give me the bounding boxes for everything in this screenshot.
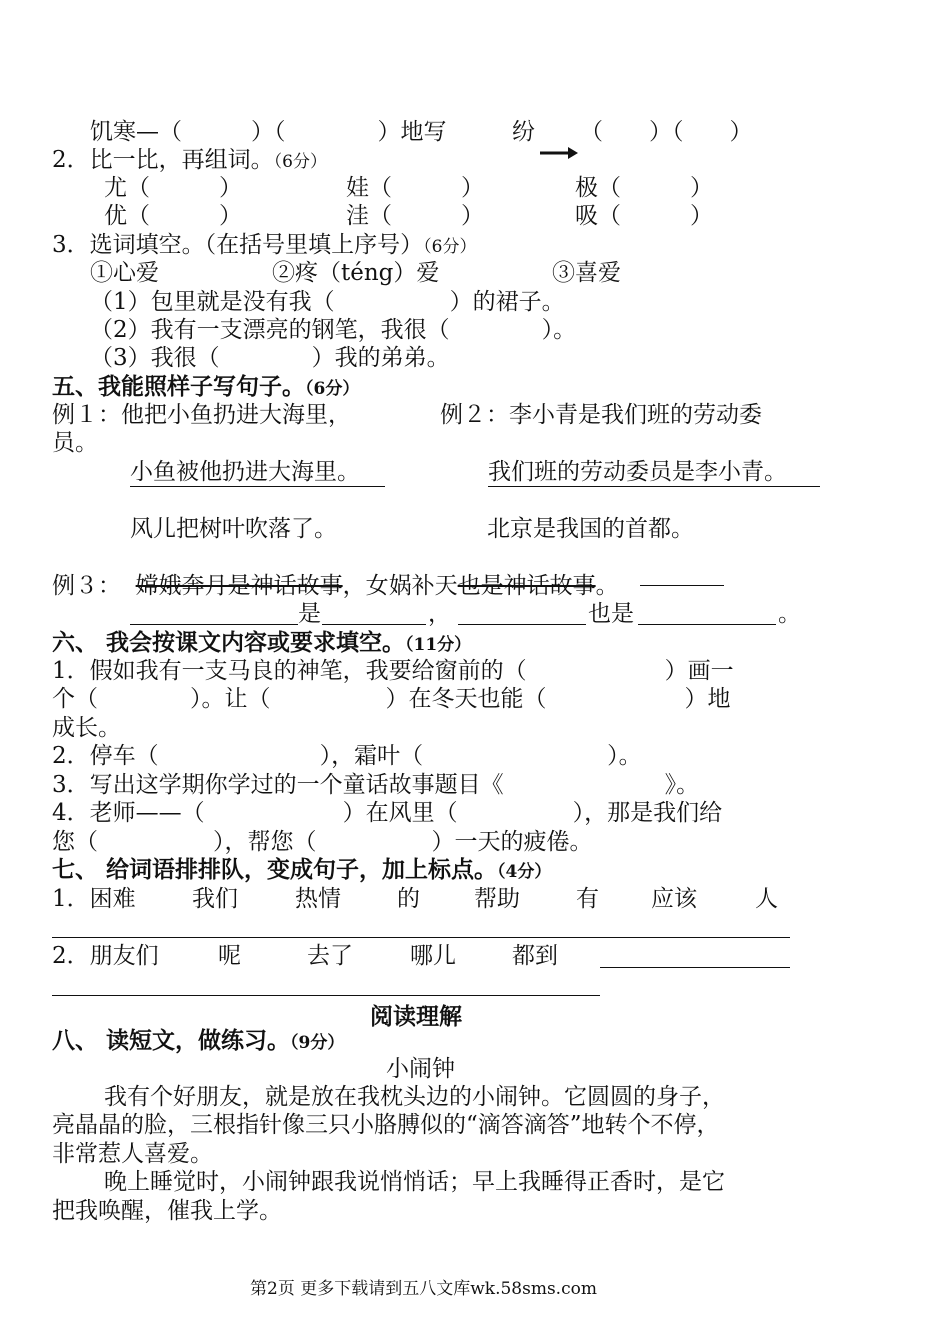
s5-fill-also: 也是 — [588, 601, 634, 627]
s7-q2-w3: 去了 — [307, 943, 353, 969]
s6-line-2: 个（ ）。让（ ）在冬天也能（ ）地 — [52, 686, 731, 712]
reading-heading: 阅读理解 — [370, 1003, 462, 1030]
s6-line-3: 成长。 — [52, 715, 121, 741]
s5-answer2: 我们班的劳动委员是李小青。 — [488, 459, 787, 485]
story-line-3: 非常惹人喜爱。 — [52, 1141, 213, 1167]
s5-example1: 例１：他把小鱼扔进大海里， — [52, 402, 351, 428]
q2-r1-c1: 尤（ ） — [104, 175, 242, 201]
s5-answer2-underline — [488, 486, 820, 487]
s7-q1-w2: 我们 — [192, 886, 238, 912]
section7-title: 七、 给词语排排队，变成句子，加上标点。（4分） — [52, 856, 552, 883]
story-line-4: 晚上睡觉时，小闹钟跟我说悄悄话；早上我睡得正香时，是它 — [104, 1169, 725, 1195]
s5-example2-cont: 员。 — [52, 430, 98, 456]
s5-fill-blank-2[interactable] — [322, 624, 426, 625]
page-footer: 第2页 更多下载请到五八文库wk.58sms.com — [250, 1279, 597, 1299]
s6-line-4: 2．停车（ ），霜叶（ ）。 — [52, 743, 642, 769]
s7-q1-w5: 帮助 — [474, 886, 520, 912]
s7-q1-w8: 人 — [755, 886, 778, 912]
story-line-5: 把我唤醒，催我上学。 — [52, 1198, 282, 1224]
s7-answer-line-2a[interactable] — [600, 967, 790, 968]
section8-title: 八、 读短文，做练习。（9分） — [52, 1027, 345, 1054]
s5-answer1: 小鱼被他扔进大海里。 — [130, 459, 360, 485]
q3-option-1: ①心爱 — [90, 260, 159, 286]
story-line-2: 亮晶晶的脸，三根指针像三只小胳膊似的“滴答滴答”地转个不停， — [52, 1112, 720, 1138]
s7-q1-w3: 热情 — [295, 886, 341, 912]
section6-title: 六、 我会按课文内容或要求填空。（11分） — [52, 629, 472, 656]
q2-r1-c3: 极（ ） — [575, 175, 713, 201]
section5-title: 五、我能照样子写句子。（6分） — [52, 373, 360, 400]
s5-fill-blank-4[interactable] — [638, 624, 776, 625]
s7-q2-w5: 都到 — [512, 943, 558, 969]
s6-line-6: 4．老师——（ ）在风里（ ），那是我们给 — [52, 800, 723, 826]
q3-title: 3．选词填空。（在括号里填上序号）（6分） — [52, 232, 477, 258]
q3-item-1: （1）包里就是没有我（ ）的裙子。 — [90, 289, 565, 315]
arrow-right-icon — [540, 145, 580, 161]
s5-fill-is: 是 — [298, 601, 321, 627]
s7-q2-w4: 哪儿 — [410, 943, 456, 969]
q2-r2-c3: 吸（ ） — [575, 203, 713, 229]
s6-line-5: 3．写出这学期你学过的一个童话故事题目《 》。 — [52, 772, 700, 798]
s5-example3-line — [640, 585, 724, 586]
s7-answer-line-2b[interactable] — [52, 995, 600, 996]
q2-r2-c2: 洼（ ） — [346, 203, 484, 229]
q3-option-2: ②疼（téng）爱 — [272, 260, 440, 286]
s5-question2: 北京是我国的首都。 — [487, 516, 694, 542]
s5-answer1-underline — [130, 486, 385, 487]
top-line-char: 纷 — [512, 119, 535, 145]
s5-fill-blank-3[interactable] — [458, 624, 586, 625]
story-title: 小闹钟 — [386, 1056, 455, 1082]
s7-q1-w7: 应该 — [651, 886, 697, 912]
s7-answer-line-1[interactable] — [52, 937, 790, 938]
s7-q2-w1: 2．朋友们 — [52, 943, 159, 969]
q3-item-2: （2）我有一支漂亮的钢笔，我很（ ）。 — [90, 317, 577, 343]
s5-example3: 例３： 嫦娥奔月是神话故事，女娲补天也是神话故事。 — [52, 573, 619, 599]
s6-line-1: 1．假如我有一支马良的神笔，我要给窗前的（ ）画一 — [52, 658, 734, 684]
q3-option-3: ③喜爱 — [552, 260, 621, 286]
q2-r2-c1: 优（ ） — [104, 203, 242, 229]
q2-title: 2．比一比，再组词。（6分） — [52, 147, 327, 173]
s5-example2: 例２：李小青是我们班的劳动委 — [440, 402, 762, 428]
s7-q1-w4: 的 — [397, 886, 420, 912]
s7-q1-w6: 有 — [576, 886, 599, 912]
top-line-blanks: （ ）（ ） — [580, 119, 753, 145]
q3-item-3: （3）我很（ ）我的弟弟。 — [90, 345, 450, 371]
story-line-1: 我有个好朋友，就是放在我枕头边的小闹钟。它圆圆的身子， — [104, 1084, 725, 1110]
q2-r1-c2: 娃（ ） — [346, 175, 484, 201]
s6-line-7: 您（ ），帮您（ ）一天的疲倦。 — [52, 829, 593, 855]
s5-question1: 风儿把树叶吹落了。 — [130, 516, 337, 542]
top-line-a: 饥寒—（ ）（ ）地写 — [90, 119, 447, 145]
s5-fill-comma: ， — [428, 601, 451, 627]
s5-fill-end: 。 — [778, 601, 801, 627]
s5-fill-blank-1[interactable] — [130, 624, 298, 625]
s7-q2-w2: 呢 — [218, 943, 241, 969]
s7-q1-w1: 1．困难 — [52, 886, 136, 912]
